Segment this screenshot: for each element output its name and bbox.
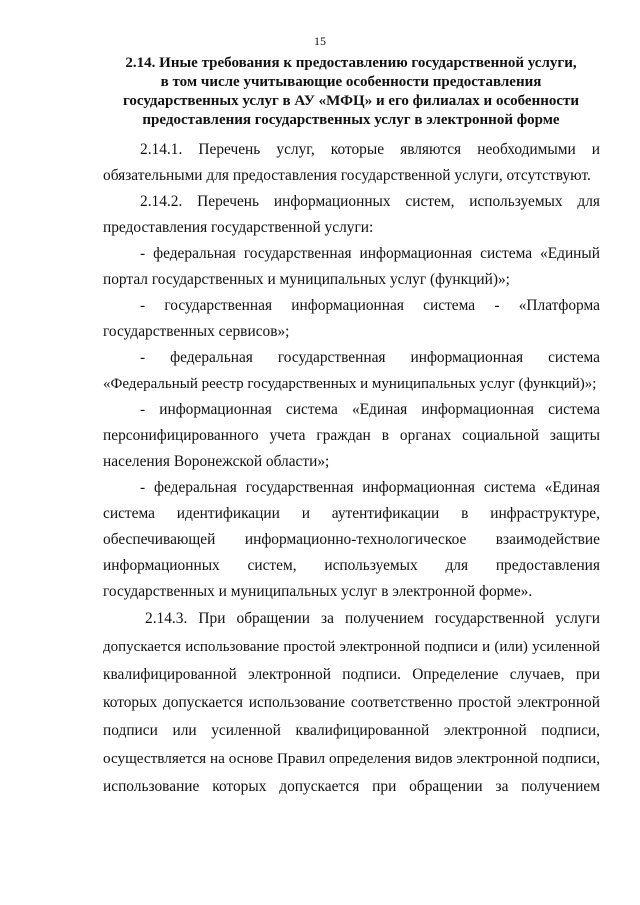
list-item-line: - государственная информационная система - «Платформа xyxy=(140,297,600,314)
paragraph-line: подписи или усиленной квалифицированной электронной подписи, xyxy=(103,722,600,739)
paragraph-line: которых допускается использование соответственно простой электронной xyxy=(103,694,600,711)
paragraph-line: 2.14.3. При обращении за получением государственной услуги xyxy=(145,610,600,627)
list-item-line: - федеральная государственная информационная система xyxy=(140,349,600,366)
paragraph-line: осуществляется на основе Правил определения видов электронной подписи, xyxy=(103,750,600,767)
page-number: 15 xyxy=(314,34,326,48)
section-heading xyxy=(96,54,606,130)
list-item-line: - федеральная государственная информационная система «Единый xyxy=(140,245,600,262)
heading-line: государственных услуг в АУ «МФЦ» и его филиалах и особенности xyxy=(122,93,580,109)
paragraph-line: допускается использование простой электронной подписи и (или) усиленной xyxy=(103,639,600,655)
list-item-line: информационных систем, используемых для предоставления xyxy=(103,557,600,574)
heading-line: предоставления государственных услуг в электронной форме xyxy=(142,112,560,128)
paragraph-line: квалифицированной электронной подписи. Определение случаев, при xyxy=(103,666,600,683)
paragraph-line: 2.14.1. Перечень услуг, которые являются необходимыми и xyxy=(140,141,600,158)
paragraph-line: 2.14.2. Перечень информационных систем, используемых для xyxy=(140,193,600,210)
list-item-line: персонифицированного учета граждан в органах социальной защиты xyxy=(103,427,600,444)
paragraph-line: обязательными для предоставления государственной услуги, отсутствуют. xyxy=(103,167,591,184)
list-item-line: населения Воронежской области»; xyxy=(103,453,330,470)
list-item-line: государственных сервисов»; xyxy=(103,323,290,340)
list-item-line: - федеральная государственная информационная система «Единая xyxy=(140,479,600,496)
list-item-line: портал государственных и муниципальных услуг (функций)»; xyxy=(103,271,510,288)
list-item-line: государственных и муниципальных услуг в электронной форме». xyxy=(103,583,533,600)
paragraph-line: предоставления государственной услуги: xyxy=(103,219,374,236)
paragraph-line: использование которых допускается при обращении за получением xyxy=(103,778,600,795)
heading-line: в том числе учитывающие особенности предоставления xyxy=(160,74,542,90)
list-item-line: «Федеральный реестр государственных и муниципальных услуг (функций)»; xyxy=(103,376,597,392)
document-body xyxy=(103,137,600,801)
list-item-line: обеспечивающей информационно-технологическое взаимодействие xyxy=(103,531,600,548)
heading-line: 2.14. Иные требования к предоставлению государственной услуги, xyxy=(125,55,577,71)
list-item-line: - информационная система «Единая информационная система xyxy=(140,401,600,418)
list-item-line: система идентификации и аутентификации в инфраструктуре, xyxy=(103,505,600,522)
